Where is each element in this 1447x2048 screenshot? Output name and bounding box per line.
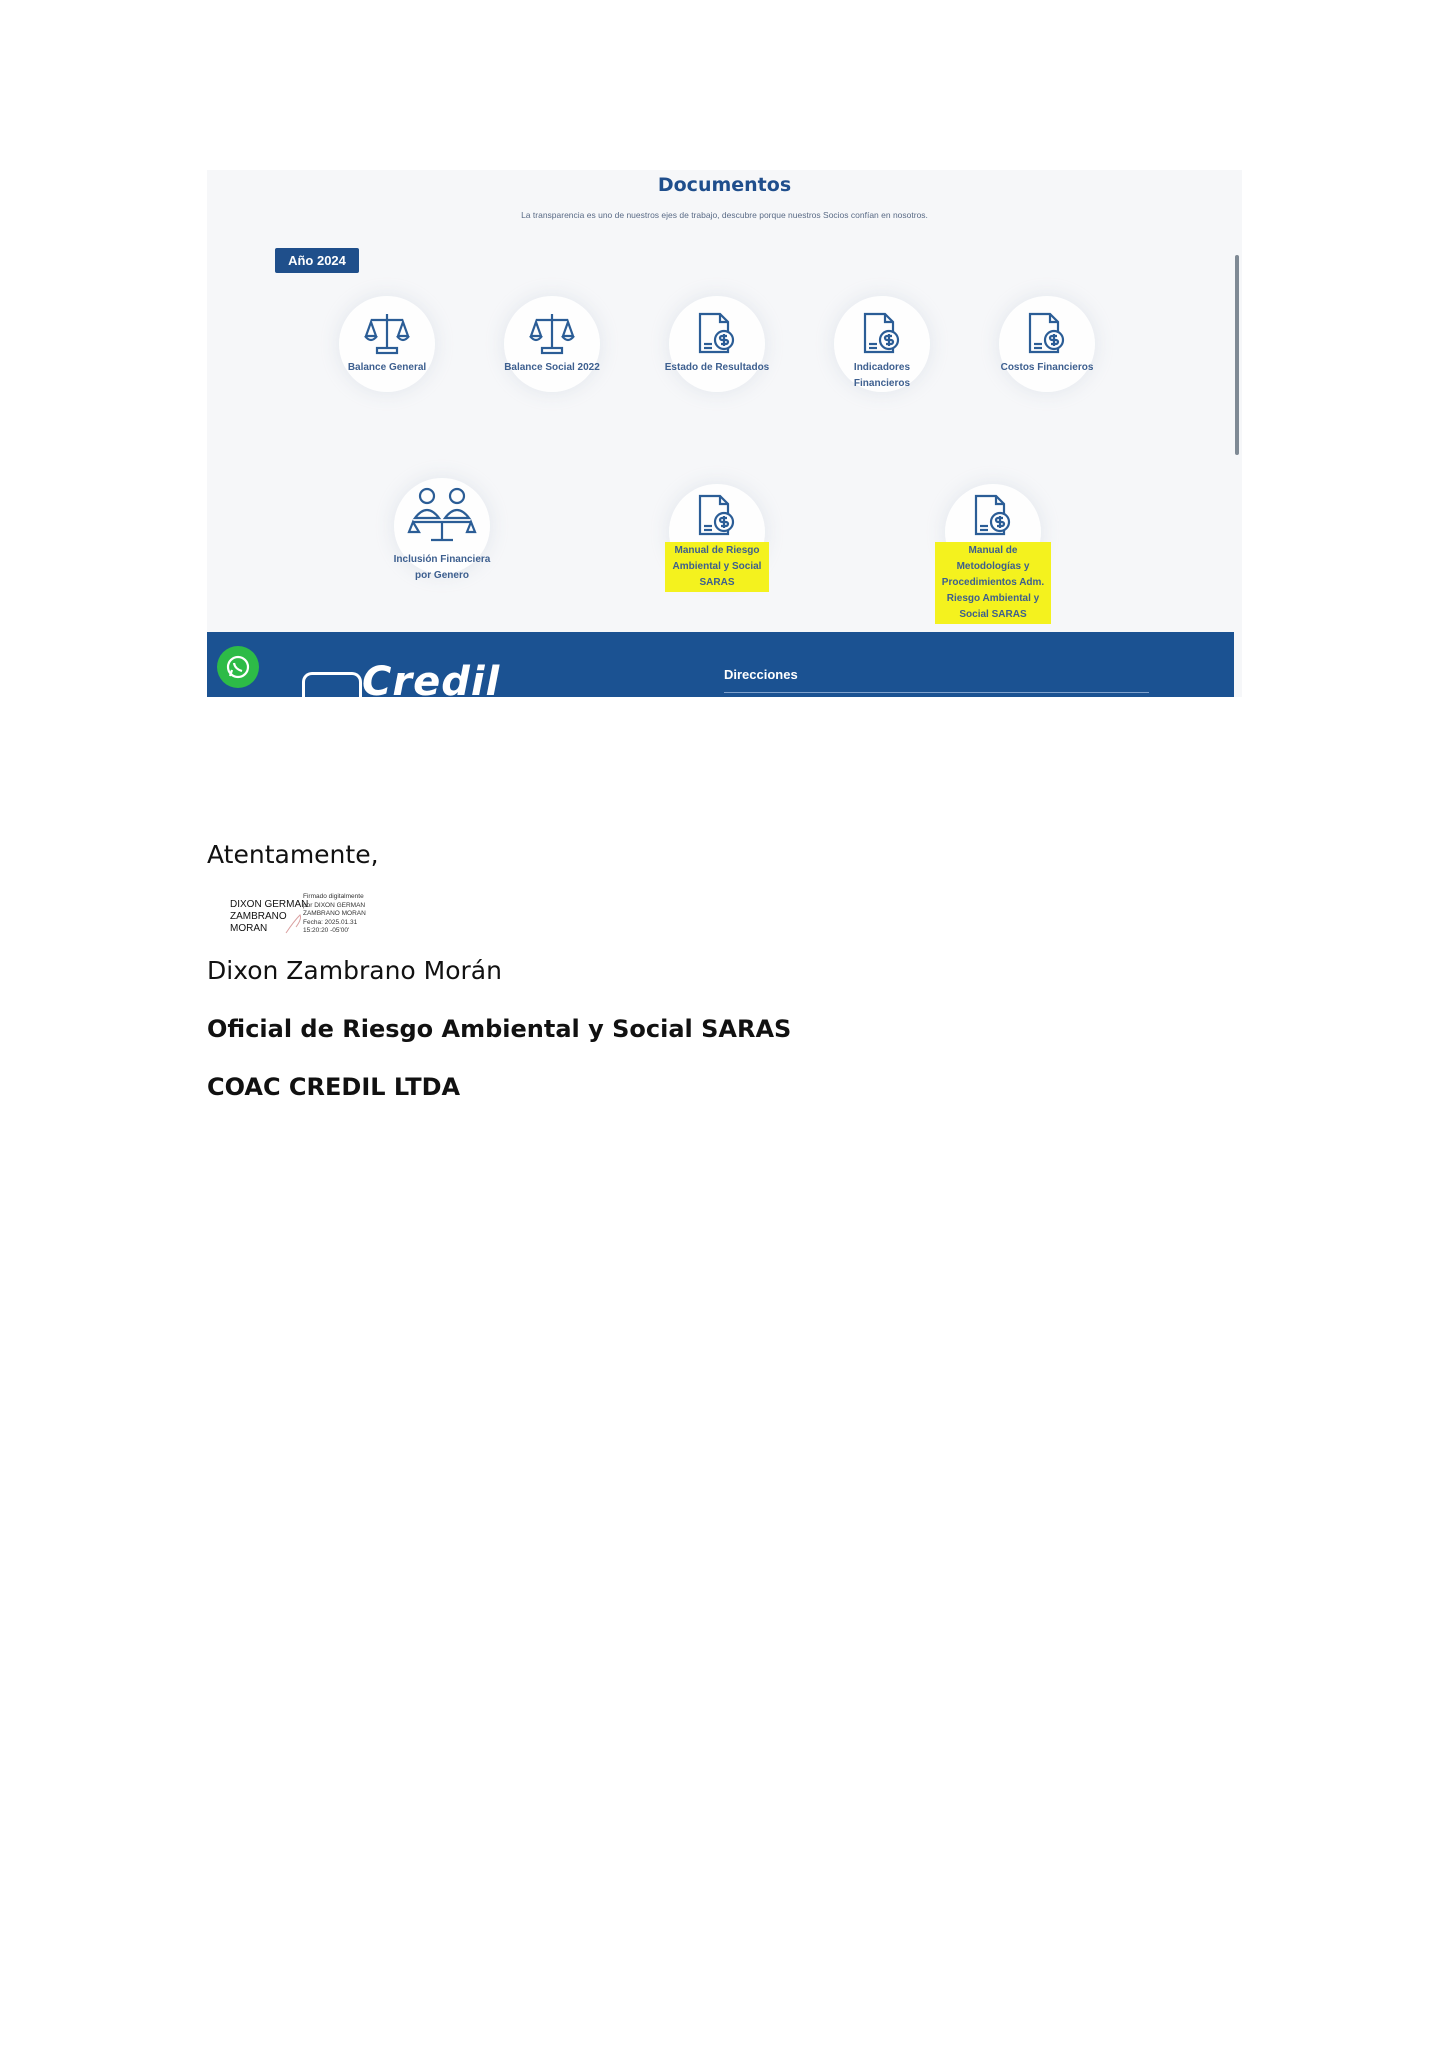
gender-inclusion-icon [407, 486, 477, 548]
signer-name: Dixon Zambrano Morán [207, 956, 502, 985]
whatsapp-icon [217, 646, 259, 688]
divider [724, 692, 1149, 693]
doc-balance-social[interactable] [482, 310, 622, 376]
scale-icon [528, 310, 576, 356]
section-subtitle: La transparencia es uno de nuestros ejes de trabajo, descubre porque nuestros Socios confían en nosotros. [521, 210, 928, 220]
document-money-icon [1024, 310, 1070, 356]
doc-estado-resultados[interactable] [647, 310, 787, 376]
website-screenshot [207, 170, 1242, 697]
digital-signature [230, 893, 390, 943]
scrollbar[interactable] [1235, 255, 1239, 455]
document-money-icon [859, 310, 905, 356]
doc-costos-financieros[interactable] [977, 310, 1117, 376]
letter-closing: Atentamente, [207, 840, 379, 869]
footer-directions-heading: Direcciones [724, 667, 798, 682]
doc-indicadores-financieros[interactable] [812, 310, 952, 392]
signature-info: Firmado digitalmente por DIXON GERMAN ZAMBRANO MORAN Fecha: 2025.01.31 15:20:20 -05'00' [303, 893, 366, 934]
document-money-icon [970, 492, 1016, 538]
signature-name: DIXON GERMAN ZAMBRANO MORAN [230, 899, 309, 934]
doc-label: Indicadores Financieros [853, 362, 911, 389]
doc-label-highlighted: Manual de Riesgo Ambiental y Social SARAS [665, 542, 769, 592]
document-money-icon [694, 310, 740, 356]
doc-label-highlighted: Manual de Metodologías y Procedimientos Adm. Riesgo Ambiental y Social SARAS [935, 542, 1051, 624]
signer-position: Oficial de Riesgo Ambiental y Social SARAS [207, 1015, 792, 1043]
doc-label: Balance General [347, 362, 427, 373]
doc-label: Costos Financieros [1000, 362, 1094, 373]
doc-label: Inclusión Financiera por Genero [393, 554, 491, 581]
doc-label: Estado de Resultados [664, 362, 770, 373]
organization-name: COAC CREDIL LTDA [207, 1073, 461, 1101]
doc-label: Balance Social 2022 [504, 362, 600, 373]
doc-manual-riesgo[interactable] [647, 492, 787, 592]
doc-inclusion-financiera[interactable] [372, 486, 512, 584]
doc-manual-metodologias[interactable] [923, 492, 1063, 624]
whatsapp-button[interactable] [217, 646, 259, 688]
credil-logo-mark [302, 672, 362, 697]
credil-logo: Credil [362, 659, 501, 697]
scale-icon [363, 310, 411, 356]
year-filter-button[interactable]: Año 2024 [275, 248, 359, 273]
section-title: Documentos [657, 174, 792, 196]
doc-balance-general[interactable] [317, 310, 457, 376]
document-money-icon [694, 492, 740, 538]
